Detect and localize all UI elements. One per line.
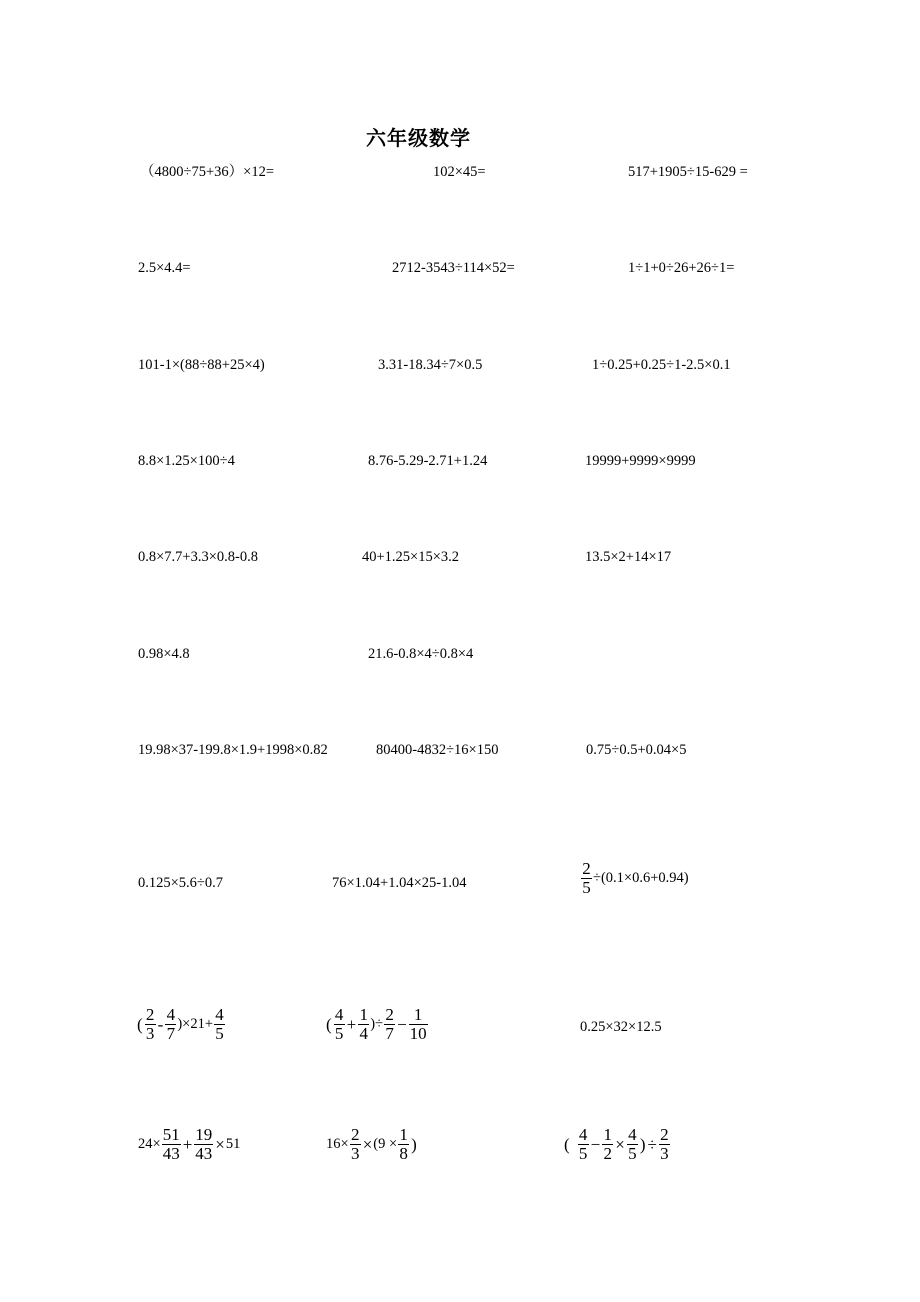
fraction: $\frac{4}{5}$ xyxy=(628,1125,637,1163)
problem-4-2: 8.76-5.29-2.71+1.24 xyxy=(368,453,488,469)
fraction: $\frac{1}{2}$ xyxy=(603,1125,613,1163)
fraction: $\frac{19}{43}$ xyxy=(195,1125,213,1163)
fraction: $\frac{4}{5}$ xyxy=(334,1005,344,1043)
problem-9-2: ( $\frac{4}{5}$ + $\frac{1}{4}$ )÷ $\frac{2}{7}$ − $\frac{1}{10}$ xyxy=(326,1005,427,1043)
fraction: $\frac{2}{5}$ xyxy=(582,859,591,897)
problem-5-3: 13.5×2+14×17 xyxy=(585,549,672,565)
problem-1-2: 102×45= xyxy=(433,164,486,180)
problem-4-3: 19999+9999×9999 xyxy=(585,453,696,469)
problem-8-1: 0.125×5.6÷0.7 xyxy=(138,875,224,891)
page-title: 六年级数学 xyxy=(366,126,471,150)
problem-6-2: 21.6-0.8×4÷0.8×4 xyxy=(368,646,474,662)
problem-9-1: ( $\frac{2}{3}$ - $\frac{4}{7}$ )×21+ $\frac{4}{5}$ xyxy=(137,1005,224,1043)
fraction: $\frac{4}{5}$ xyxy=(215,1005,224,1043)
problem-5-1: 0.8×7.7+3.3×0.8-0.8 xyxy=(138,549,258,565)
fraction: $\frac{2}{3}$ xyxy=(350,1125,360,1163)
fraction: $\frac{2}{7}$ xyxy=(385,1005,394,1043)
fraction: $\frac{51}{43}$ xyxy=(162,1125,180,1163)
problem-3-2: 3.31-18.34÷7×0.5 xyxy=(378,357,483,373)
problem-4-1: 8.8×1.25×100÷4 xyxy=(138,453,235,469)
problem-7-2: 80400-4832÷16×150 xyxy=(376,742,499,758)
problem-1-1: （4800÷75+36）×12= xyxy=(140,164,274,180)
fraction: $\frac{2}{3}$ xyxy=(145,1005,155,1043)
problem-10-1: 24× $\frac{51}{43}$ + $\frac{19}{43}$ ×51 xyxy=(138,1125,241,1163)
problem-7-3: 0.75÷0.5+0.04×5 xyxy=(586,742,687,758)
fraction: $\frac{1}{4}$ xyxy=(359,1005,369,1043)
problem-2-1: 2.5×4.4= xyxy=(138,260,191,276)
problem-5-2: 40+1.25×15×3.2 xyxy=(362,549,460,565)
problem-10-3: ( $\frac{4}{5}$ − $\frac{1}{2}$ × $\frac{4}{5}$ ) ÷ $\frac{2}{3}$ xyxy=(564,1125,669,1163)
problem-10-2: 16× $\frac{2}{3}$ ×(9 × $\frac{1}{8}$ ) xyxy=(326,1125,417,1163)
problem-9-3: 0.25×32×12.5 xyxy=(580,1019,662,1035)
problem-6-1: 0.98×4.8 xyxy=(138,646,190,662)
problem-1-3: 517+1905÷15-629 = xyxy=(628,164,748,180)
problem-2-3: 1÷1+0÷26+26÷1= xyxy=(628,260,735,276)
problem-3-1: 101-1×(88÷88+25×4) xyxy=(138,357,265,373)
fraction: $\frac{1}{10}$ xyxy=(409,1005,427,1043)
problem-3-3: 1÷0.25+0.25÷1-2.5×0.1 xyxy=(592,357,731,373)
problem-7-1: 19.98×37-199.8×1.9+1998×0.82 xyxy=(138,742,328,758)
fraction: $\frac{2}{3}$ xyxy=(660,1125,669,1163)
fraction: $\frac{4}{5}$ xyxy=(578,1125,588,1163)
problem-8-3: $\frac{2}{5}$ ÷(0.1×0.6+0.94) xyxy=(582,859,689,897)
problem-8-2: 76×1.04+1.04×25-1.04 xyxy=(332,875,467,891)
fraction: $\frac{1}{8}$ xyxy=(399,1125,408,1163)
fraction: $\frac{4}{7}$ xyxy=(166,1005,176,1043)
problem-2-2: 2712-3543÷114×52= xyxy=(392,260,515,276)
